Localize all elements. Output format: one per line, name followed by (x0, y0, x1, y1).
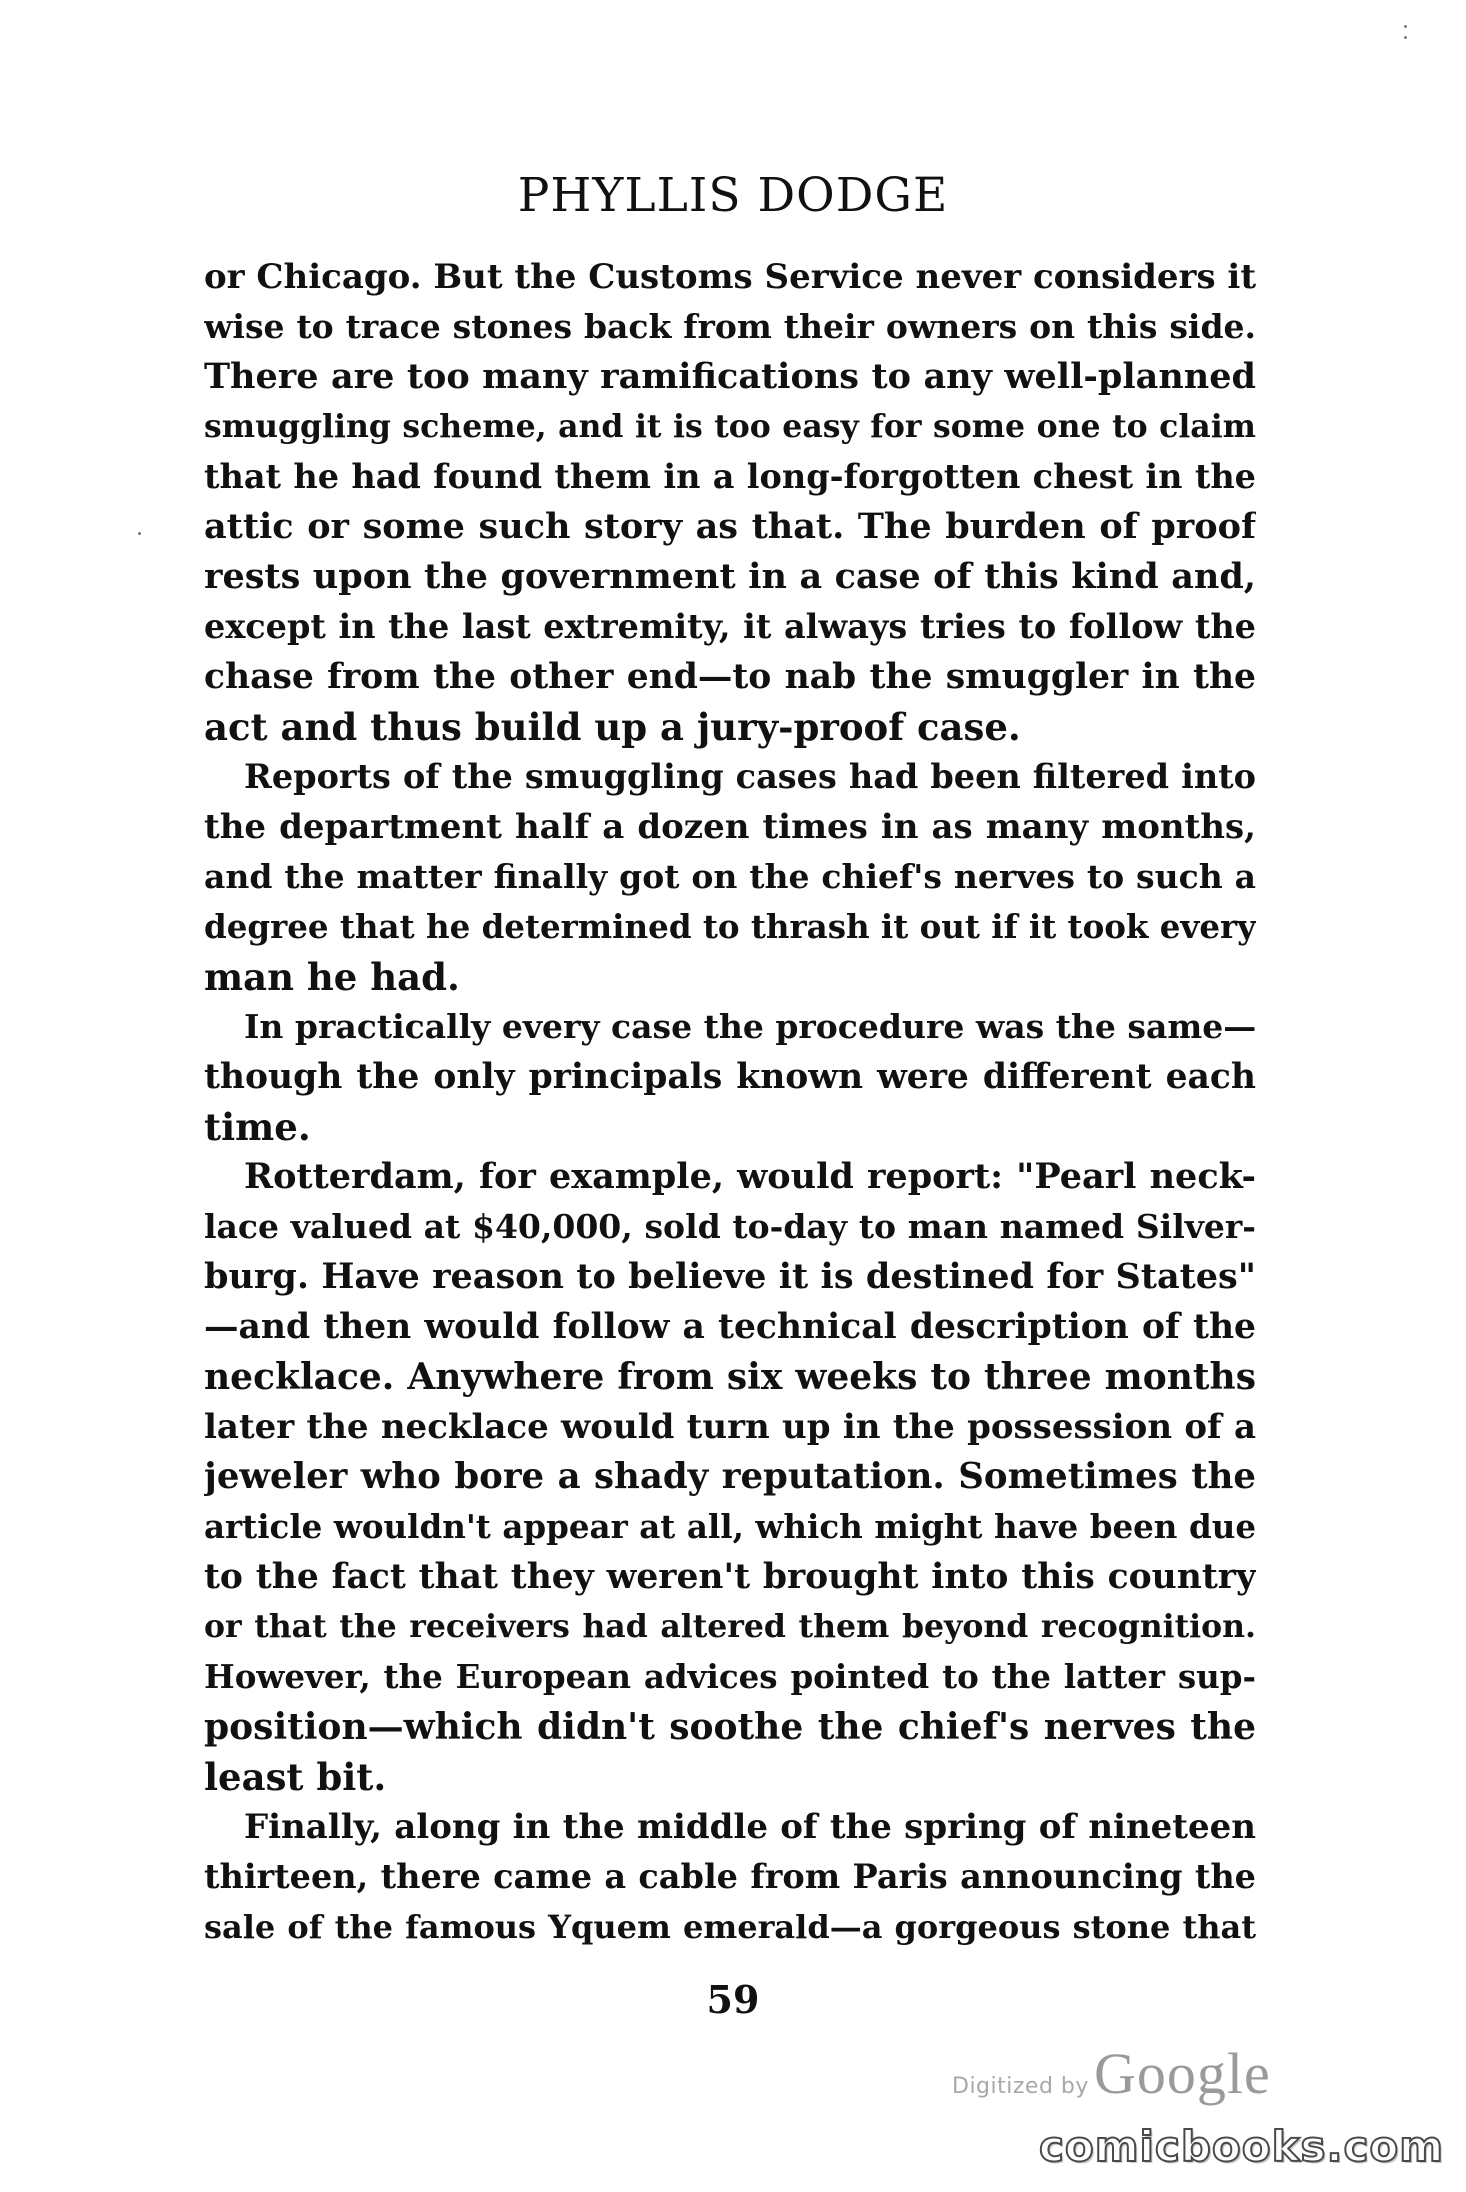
text-line: Reports of the smuggling cases had been filtered into (244, 757, 1256, 796)
text-line: thirteen, there came a cable from Paris announcing the (204, 1857, 1256, 1896)
text-line: the department half a dozen times in as many months, (204, 807, 1256, 847)
text-line: to the fact that they weren't brought into this country (204, 1557, 1256, 1597)
text-line: though the only principals known were different each (204, 1057, 1256, 1097)
text-line: degree that he determined to thrash it out if it took every (204, 907, 1256, 946)
text-line: burg. Have reason to believe it is destined for States" (204, 1256, 1256, 1297)
text-line: lace valued at $40,000, sold to-day to man named Silver- (204, 1207, 1256, 1246)
digitized-by-google-mark (952, 2040, 1272, 2110)
text-line: smuggling scheme, and it is too easy for some one to claim (204, 408, 1256, 445)
text-line: wise to trace stones back from their owners on this side. (204, 307, 1256, 346)
page-speck (1404, 25, 1407, 28)
comicbooks-watermark: comicbooks.com (1039, 2122, 1444, 2171)
text-line: Finally, along in the middle of the spring of nineteen (244, 1807, 1256, 1847)
text-line: chase from the other end—to nab the smuggler in the (204, 657, 1256, 697)
text-line: that he had found them in a long-forgotten chest in the (204, 457, 1256, 496)
page-number: 59 (706, 1977, 760, 2022)
text-line: There are too many ramifications to any well-planned (204, 356, 1256, 397)
text-line: However, the European advices pointed to the latter sup- (204, 1657, 1256, 1696)
page-speck (1404, 36, 1407, 39)
text-line: or Chicago. But the Customs Service never considers it (204, 257, 1256, 297)
body-text (204, 252, 1256, 1952)
text-line: Rotterdam, for example, would report: "Pearl neck- (244, 1156, 1256, 1197)
text-line: rests upon the government in a case of this kind and, (204, 556, 1256, 597)
text-line: attic or some such story as that. The burden of proof (204, 506, 1256, 547)
text-line: act and thus build up a jury-proof case. (204, 705, 1021, 749)
text-line: time. (204, 1105, 311, 1149)
text-line: article wouldn't appear at all, which might have been due (204, 1507, 1256, 1546)
text-line: —and then would follow a technical description of the (204, 1307, 1256, 1347)
digitized-by-label: Digitized by (952, 2074, 1089, 2099)
text-line: or that the receivers had altered them beyond recognition. (204, 1608, 1256, 1645)
text-line: and the matter finally got on the chief's nerves to such a (204, 857, 1256, 896)
text-line: jeweler who bore a shady reputation. Sometimes the (204, 1456, 1256, 1497)
text-line: later the necklace would turn up in the possession of a (204, 1407, 1256, 1447)
page-speck (138, 532, 141, 535)
text-line: least bit. (204, 1755, 387, 1799)
google-logo-text: Google (1094, 2041, 1271, 2106)
text-line: sale of the famous Yquem emerald—a gorgeous stone that (204, 1908, 1256, 1946)
text-line: necklace. Anywhere from six weeks to three months (204, 1356, 1256, 1398)
text-line: man he had. (204, 955, 460, 999)
running-head: PHYLLIS DODGE (517, 168, 949, 223)
text-line: position—which didn't soothe the chief's nerves the (204, 1706, 1256, 1748)
text-line: In practically every case the procedure was the same— (244, 1007, 1256, 1046)
text-line: except in the last extremity, it always tries to follow the (204, 607, 1256, 646)
